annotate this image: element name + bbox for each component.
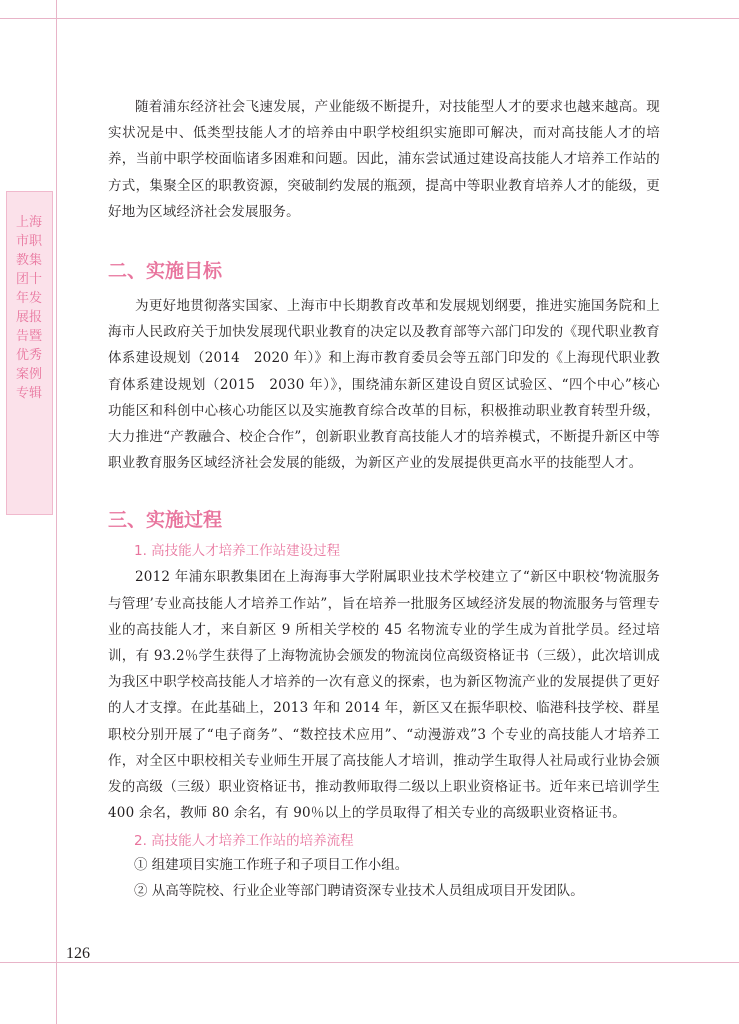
page-content [108, 94, 660, 904]
side-tab-text: 上海市职教集团十年发展报告暨优秀案例专辑 [16, 215, 43, 401]
page-number: 126 [66, 945, 90, 962]
section-heading-goals: 二、实施目标 [108, 260, 223, 283]
subsection-heading-1: 1. 高技能人才培养工作站建设过程 [134, 543, 341, 560]
goals-paragraph: 为更好地贯彻落实国家、上海市中长期教育改革和发展规划纲要，推进实施国务院和上海市人民政府关于加快发展现代职业教育的决定以及教育部等六部门印发的《现代职业教育体系建设规划（2014 2020 年）》和上海市教育委员会等五部门印发的《上海现代职业教育体系建设规划（2015 2030 年）》，围绕浦东新区建设自贸区试验区、“四个中心”核心功能区和科创中心核心功能区以及实施教育综合改革的目标，积极推动职业教育转型升级，大力推进“产教融合、校企合作”，创新职业教育高技能人才的培养模式，不断提升新区中等职业教育服务区域经济社会发展的能级，为新区产业的发展提供更高水平的技能型人才。 [108, 298, 660, 472]
left-margin-rule [56, 0, 57, 1024]
list-item: ① 组建项目实施工作班子和子项目工作小组。 [134, 857, 409, 874]
bottom-rule [0, 962, 739, 963]
subsection-1-paragraph: 2012 年浦东职教集团在上海海事大学附属职业技术学校建立了“新区中职校‘物流服务与管理’专业高技能人才培养工作站”，旨在培养一批服务区域经济发展的物流服务与管理专业的高技能人才，来自新区 9 所相关学校的 45 名物流专业的学生成为首批学员。经过培训，有 93.2％学生获得了上海物流协会颁发的物流岗位高级资格证书（三级），此次培训成为我区中职学校高技能人才培养的一次有意义的探索，也为新区物流产业的发展提供了更好的人才支撑。在此基础上，2013 年和 2014 年，新区又在振华职校、临港科技学校、群星职校分别开展了“电子商务”、“数控技术应用”、“动漫游戏”3 个专业的高技能人才培养工作，对全区中职校相关专业师生开展了高技能人才培训，推动学生取得人社局或行业协会颁发的高级（三级）职业资格证书，推动教师取得二级以上职业资格证书。近年来已培训学生 400 余名，教师 80 余名，有 90％以上的学员取得了相关专业的高级职业资格证书。 [108, 569, 660, 822]
intro-paragraph: 随着浦东经济社会飞速发展，产业能级不断提升，对技能型人才的要求也越来越高。现实状况是中、低类型技能人才的培养由中职学校组织实施即可解决，而对高技能人才的培养，当前中职学校面临诸多困难和问题。因此，浦东尝试通过建设高技能人才培养工作站的方式，集聚全区的职教资源，突破制约发展的瓶颈，提高中等职业教育培养人才的能级，更好地为区域经济社会发展服务。 [108, 99, 660, 220]
list-item: ② 从高等院校、行业企业等部门聘请资深专业技术人员组成项目开发团队。 [134, 883, 584, 900]
top-rule [0, 18, 739, 19]
section-heading-process: 三、实施过程 [108, 509, 223, 532]
subsection-heading-2: 2. 高技能人才培养工作站的培养流程 [134, 833, 354, 850]
